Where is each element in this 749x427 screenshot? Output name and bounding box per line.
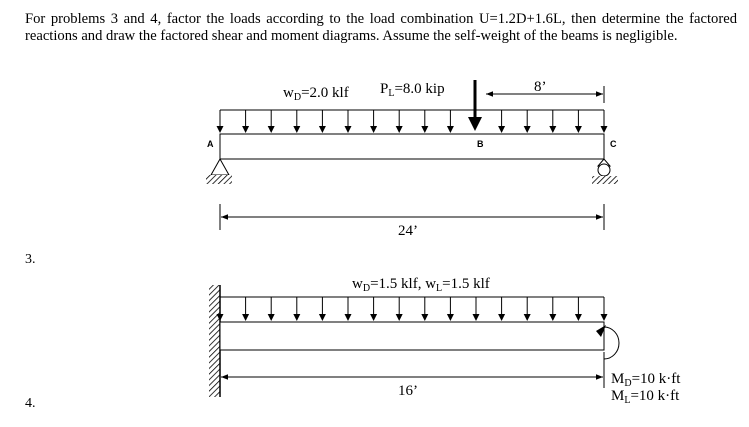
roller-support-c <box>592 159 618 184</box>
label-b: B <box>477 139 484 149</box>
distributed-load-arrows-3 <box>217 110 608 133</box>
load-arrowhead <box>370 126 377 133</box>
beam-4 <box>220 322 604 350</box>
load-arrowhead <box>498 126 505 133</box>
beam-3 <box>220 134 604 159</box>
load-arrowhead <box>421 314 428 321</box>
load-arrowhead <box>549 314 556 321</box>
load-arrowhead <box>396 314 403 321</box>
load-arrowhead <box>242 126 249 133</box>
dead-load-label: $w_D=2.0$ klf <box>283 85 349 103</box>
end-moment-arc <box>604 327 619 359</box>
load-arrowhead <box>268 126 275 133</box>
problem-intro-text: For problems 3 and 4, factor the loads according to the load combination U=1.2D+1.6L, then determine the factored reactions and draw the factored shear and moment diagrams. Assume the self-weight of the beams is negligible. <box>25 11 737 44</box>
point-load-label: $P_L=8.0$ kip <box>380 81 445 99</box>
pin-support-a <box>206 159 232 184</box>
problem-4-number: 4. <box>25 396 36 411</box>
load-arrowhead <box>293 126 300 133</box>
distributed-loads-label: $w_D=1.5$ klf, $w_L=1.5$ klf <box>352 276 490 294</box>
problem-4-diagram <box>209 276 681 406</box>
load-arrowhead <box>524 126 531 133</box>
load-arrowhead <box>268 314 275 321</box>
dim-16ft-label: 16’ <box>398 383 418 399</box>
load-arrowhead <box>345 314 352 321</box>
load-arrowhead <box>447 314 454 321</box>
load-arrowhead <box>575 126 582 133</box>
load-arrowhead <box>473 314 480 321</box>
load-arrowhead <box>421 126 428 133</box>
load-arrowhead <box>319 314 326 321</box>
load-arrowhead <box>524 314 531 321</box>
fixed-support-wall <box>209 285 220 397</box>
load-arrowhead <box>370 314 377 321</box>
load-arrowhead <box>601 314 608 321</box>
load-arrowhead <box>575 314 582 321</box>
distributed-load-arrows-4 <box>217 297 608 321</box>
problem-3-number: 3. <box>25 252 36 267</box>
label-a: A <box>207 139 214 149</box>
load-arrowhead <box>319 126 326 133</box>
load-arrowhead <box>549 126 556 133</box>
load-arrowhead <box>498 314 505 321</box>
moment-dead-label: $M_D=10$ k·ft <box>611 371 681 389</box>
load-arrowhead <box>345 126 352 133</box>
problem-3-diagram <box>206 79 618 239</box>
load-arrowhead <box>217 126 224 133</box>
load-arrowhead <box>293 314 300 321</box>
load-arrowhead <box>242 314 249 321</box>
load-arrowhead <box>601 126 608 133</box>
load-arrowhead <box>447 126 454 133</box>
dim-24ft-label: 24’ <box>398 223 418 239</box>
label-c: C <box>610 139 617 149</box>
dim-8ft-label: 8’ <box>534 79 547 95</box>
load-arrowhead <box>396 126 403 133</box>
moment-live-label: $M_L=10$ k·ft <box>611 388 680 406</box>
